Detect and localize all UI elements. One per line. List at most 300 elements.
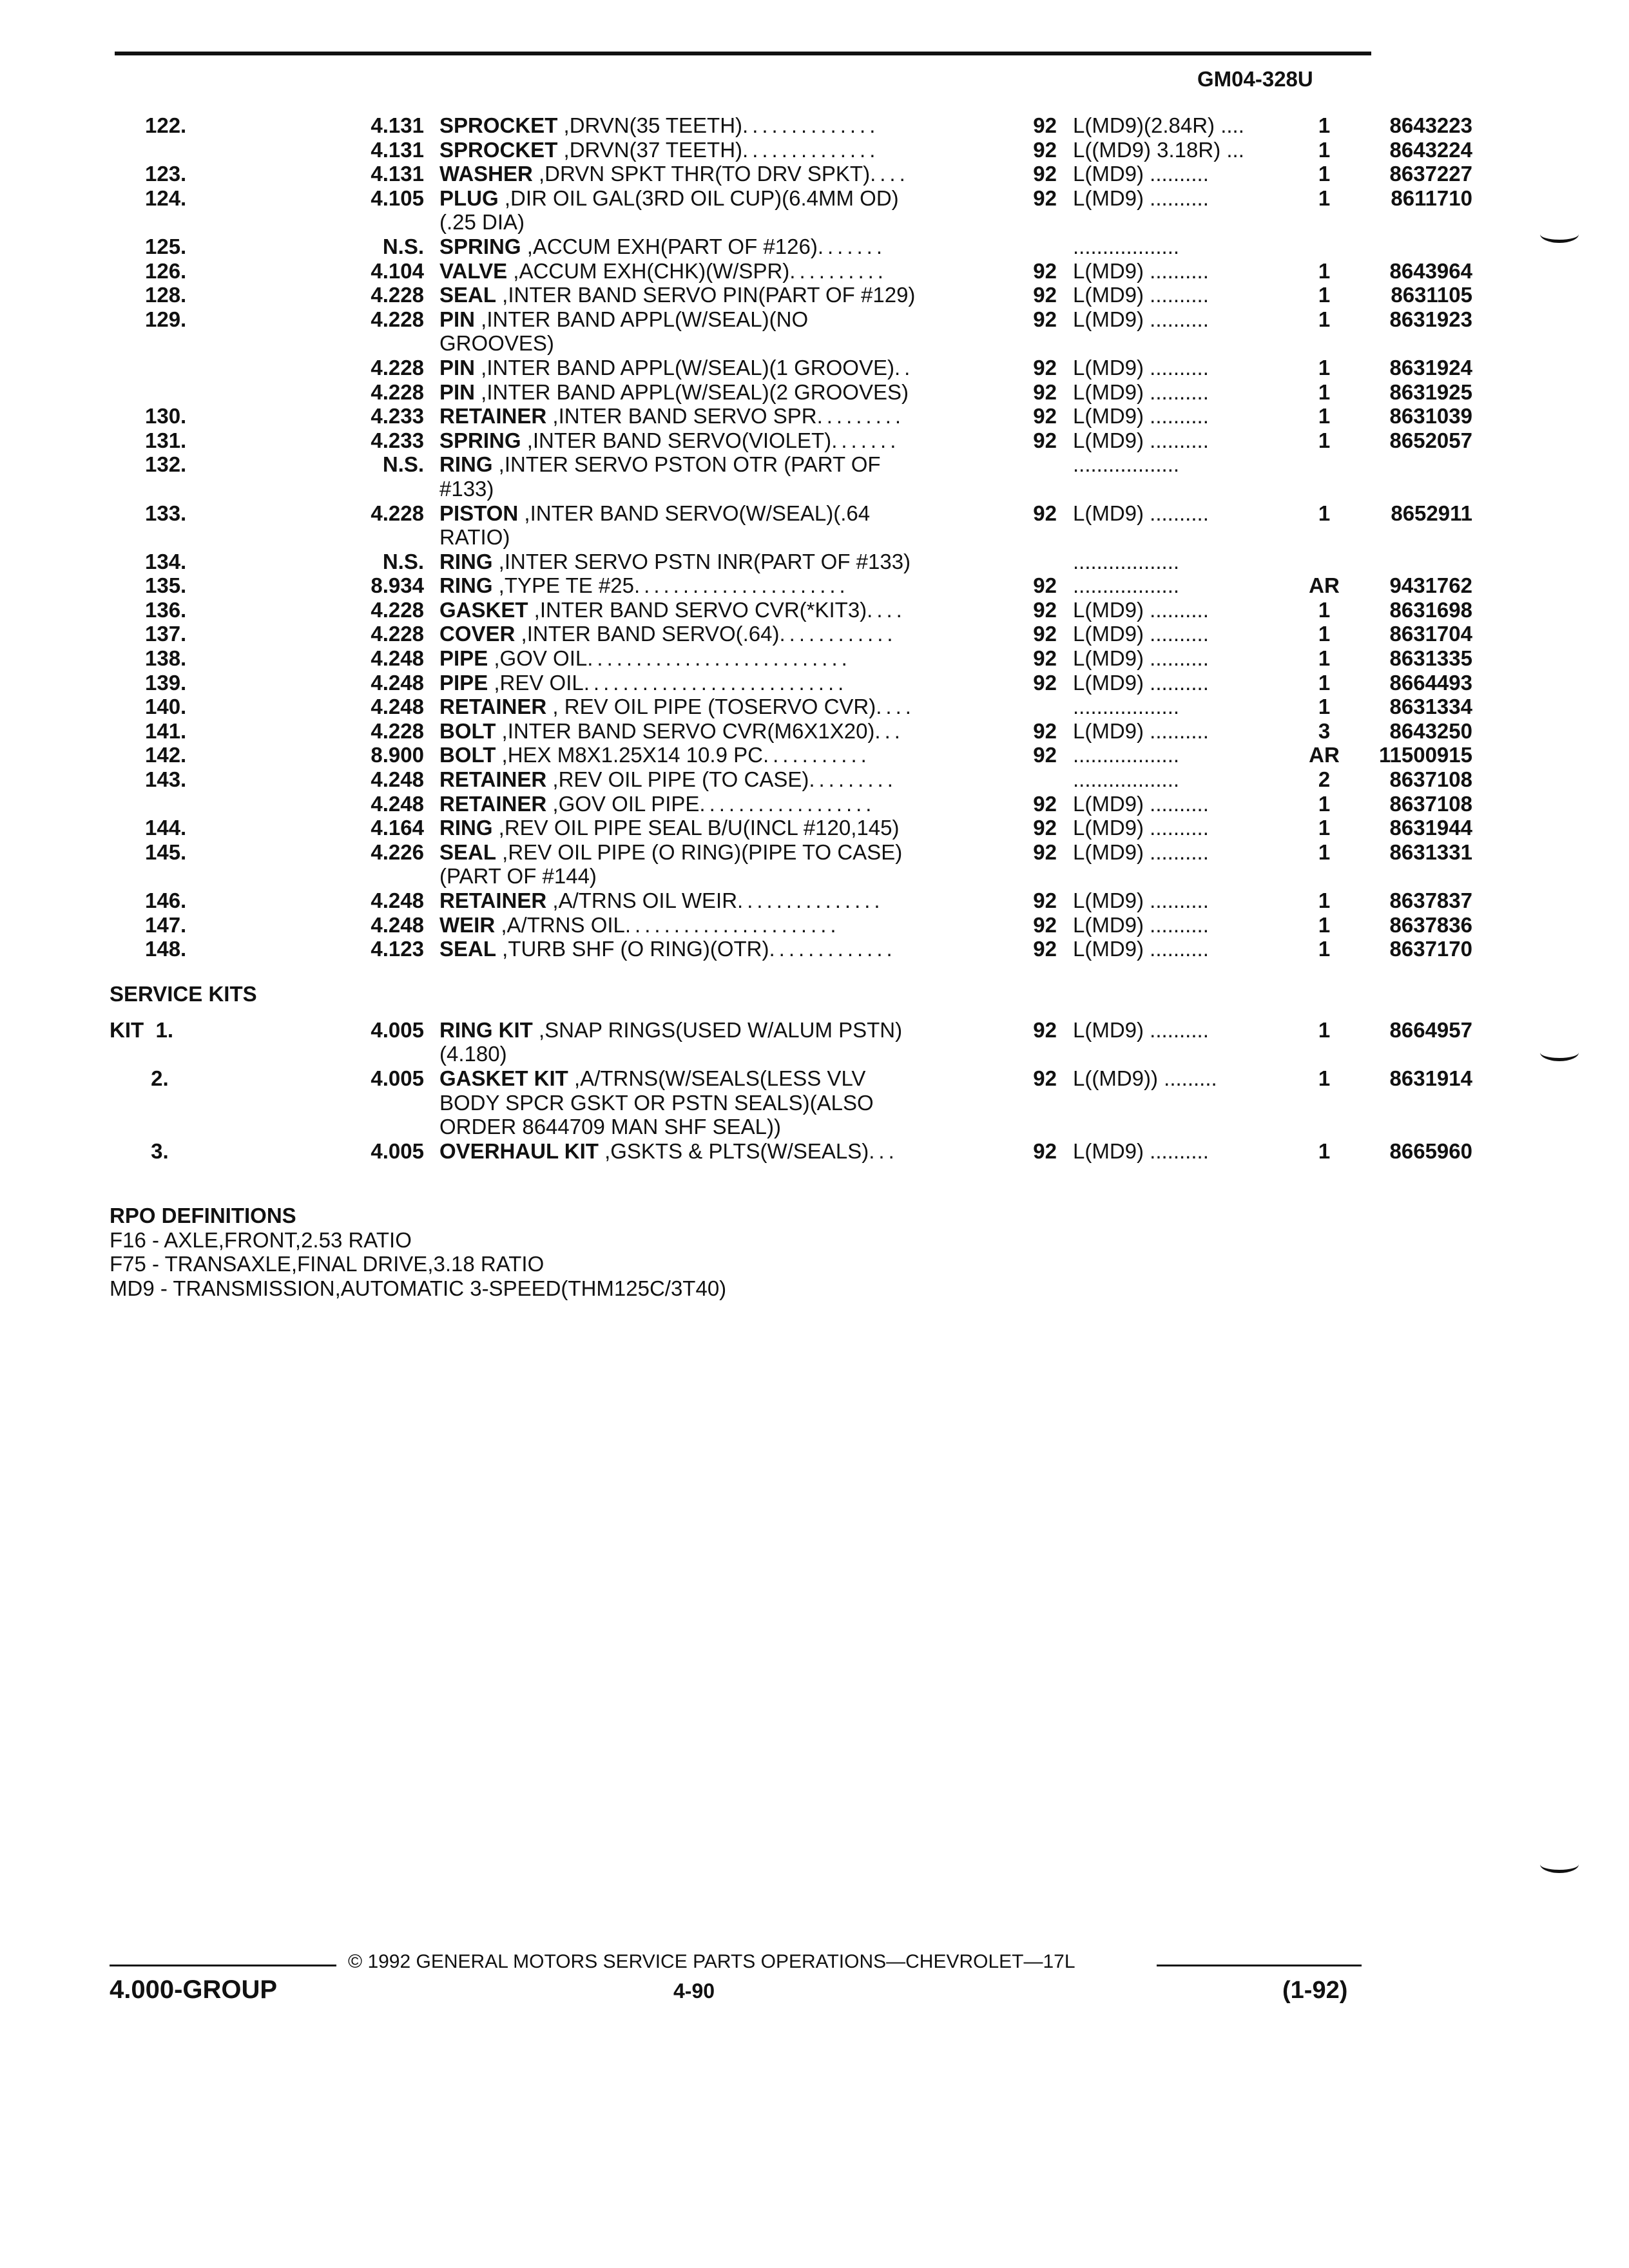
description-name: PLUG — [439, 186, 499, 210]
description-text: GROOVES) — [439, 331, 554, 356]
usage-code: L((MD9)) ......... — [1073, 1066, 1217, 1090]
leader-dots: ... — [874, 718, 904, 743]
description — [439, 573, 974, 598]
part-number: 8631334 — [1389, 695, 1472, 719]
description-name: RING — [439, 549, 493, 573]
description-text: ORDER 8644709 MAN SHF SEAL)) — [439, 1115, 782, 1139]
usage-code: L(MD9) .......... — [1073, 355, 1209, 380]
item-number: 125. — [145, 234, 187, 258]
description-text: ,INTER BAND SERVO CVR(M6X1X20) — [496, 718, 875, 743]
group-number: 4.104 — [371, 258, 424, 283]
model-year: 92 — [1033, 743, 1057, 767]
description-name: SEAL — [439, 283, 497, 307]
description-text: ,INTER SERVO PSTN INR(PART OF #133) — [492, 549, 911, 573]
usage-code: L(MD9) .......... — [1073, 404, 1209, 428]
description-name: SPROCKET — [439, 137, 558, 162]
top-rule — [115, 52, 1371, 55]
description-text: ,TYPE TE #25 — [492, 573, 634, 598]
model-year: 92 — [1033, 137, 1057, 162]
part-row — [110, 210, 1379, 235]
model-year: 92 — [1033, 912, 1057, 937]
usage-code: L(MD9) .......... — [1073, 646, 1209, 671]
description-text: ,DRVN(37 TEETH) — [557, 137, 743, 162]
part-number: 8643964 — [1389, 258, 1472, 283]
quantity: 1 — [1318, 912, 1331, 937]
description — [439, 671, 974, 695]
description-name: RING — [439, 573, 493, 598]
group-number: 4.005 — [371, 1139, 424, 1163]
quantity: 1 — [1318, 597, 1331, 622]
group-number: 4.228 — [371, 597, 424, 622]
description-name: PIN — [439, 307, 476, 331]
description-text: ,A/TRNS OIL WEIR — [546, 889, 738, 912]
quantity: 1 — [1318, 380, 1331, 404]
rpo-definitions — [110, 1204, 726, 1300]
usage-code: L(MD9) .......... — [1073, 622, 1209, 646]
part-row — [110, 670, 1472, 695]
item-number: 124. — [145, 186, 187, 210]
description-name: RING — [439, 452, 493, 477]
usage-code: L(MD9) .......... — [1073, 283, 1209, 307]
part-number: 8643224 — [1389, 137, 1472, 162]
kit-row — [110, 1066, 1472, 1091]
group-number: 4.248 — [371, 670, 424, 695]
leader-dots: ............... — [737, 889, 884, 912]
page-number: 4-90 — [673, 1979, 715, 2003]
group-number: 4.131 — [371, 113, 424, 137]
description-text: ,INTER BAND APPL(W/SEAL)(NO — [475, 307, 809, 331]
description — [439, 331, 974, 356]
description-text: ,INTER BAND SERVO SPR — [546, 404, 817, 428]
model-year: 92 — [1033, 404, 1057, 428]
part-number: 8664493 — [1389, 670, 1472, 695]
quantity: 1 — [1318, 1139, 1331, 1163]
group-number: 4.248 — [371, 646, 424, 671]
usage-code: L(MD9) .......... — [1073, 307, 1209, 331]
description-text: (PART OF #144) — [439, 864, 597, 889]
usage-code: L(MD9) .......... — [1073, 597, 1209, 622]
description-text: , REV OIL PIPE (TOSERVO CVR) — [546, 695, 876, 719]
model-year: 92 — [1033, 283, 1057, 307]
item-number: 136. — [145, 597, 187, 622]
quantity: AR — [1309, 743, 1340, 767]
part-row — [110, 162, 1472, 186]
description — [439, 210, 974, 235]
item-number: 145. — [145, 840, 187, 864]
description-name: SPROCKET — [439, 113, 558, 137]
description — [439, 622, 974, 646]
description-name: SEAL — [439, 937, 497, 961]
description-name: GASKET — [439, 597, 528, 622]
description-name: PIPE — [439, 670, 488, 695]
part-number: 8637227 — [1389, 162, 1472, 186]
description — [439, 452, 974, 477]
description-text: ,INTER BAND APPL(W/SEAL)(1 GROOVE) — [475, 355, 894, 380]
model-year: 92 — [1033, 355, 1057, 380]
description-name: SPRING — [439, 234, 521, 258]
part-number: 8631944 — [1389, 816, 1472, 840]
description-text: ,REV OIL — [488, 670, 584, 695]
usage-code: L(MD9) .......... — [1073, 186, 1209, 210]
description-text: ,DRVN(35 TEETH) — [557, 113, 743, 137]
part-row — [110, 258, 1472, 284]
description-text: ,INTER BAND SERVO(W/SEAL)(.64 — [518, 501, 871, 525]
description-text: ,REV OIL PIPE (TO CASE) — [546, 767, 809, 792]
leader-dots: .......... — [789, 258, 887, 283]
description-name: RETAINER — [439, 404, 547, 428]
group-number: 4.248 — [371, 889, 424, 912]
description-text: ,ACCUM EXH(PART OF #126) — [521, 234, 818, 258]
description — [439, 695, 974, 719]
group-number: N.S. — [382, 452, 424, 477]
model-year: 92 — [1033, 162, 1057, 186]
model-year: 92 — [1033, 646, 1057, 671]
item-number: 144. — [145, 816, 187, 840]
description-text: (.25 DIA) — [439, 210, 525, 235]
leader-dots: ......... — [809, 767, 897, 792]
leader-dots: ........... — [762, 743, 871, 767]
description-text: ,INTER BAND SERVO PIN(PART OF #129) — [496, 283, 916, 307]
model-year: 92 — [1033, 889, 1057, 912]
item-number: 130. — [145, 404, 187, 428]
part-row — [110, 743, 1472, 767]
item-number: 138. — [145, 646, 187, 671]
description-name: COVER — [439, 622, 516, 646]
description — [439, 404, 974, 428]
quantity: 1 — [1318, 307, 1331, 331]
usage-code: L(MD9)(2.84R) .... — [1073, 113, 1244, 137]
footer-rule-left — [110, 1965, 336, 1966]
description-text: ,INTER BAND SERVO CVR(*KIT3) — [528, 597, 867, 622]
group-number: N.S. — [382, 234, 424, 258]
description — [439, 1115, 974, 1139]
part-row — [110, 404, 1472, 428]
usage-code: L(MD9) .......... — [1073, 889, 1209, 912]
model-year: 92 — [1033, 840, 1057, 864]
item-number: 141. — [145, 718, 187, 743]
description — [439, 743, 974, 767]
quantity: 1 — [1318, 137, 1331, 162]
quantity: 1 — [1318, 816, 1331, 840]
description-text: ,SNAP RINGS(USED W/ALUM PSTN) — [532, 1017, 903, 1042]
usage-code: L(MD9) .......... — [1073, 840, 1209, 864]
part-row — [110, 889, 1472, 913]
part-number: 8631105 — [1391, 283, 1472, 307]
part-number: 8631925 — [1389, 380, 1472, 404]
leader-dots: .............. — [742, 137, 880, 162]
kit-rows — [110, 1017, 1472, 1164]
part-row — [110, 186, 1472, 211]
description-name: VALVE — [439, 258, 508, 283]
date-code: (1-92) — [1282, 1977, 1348, 2004]
description-text: ,REV OIL PIPE (O RING)(PIPE TO CASE) — [496, 840, 903, 864]
part-row — [110, 718, 1472, 744]
description-text: BODY SPCR GSKT OR PSTN SEALS)(ALSO — [439, 1090, 874, 1115]
group-number: 8.934 — [371, 573, 424, 598]
leader-dots: ...................... — [624, 912, 840, 937]
part-number: 8665960 — [1389, 1139, 1472, 1163]
group-number: 4.228 — [371, 501, 424, 525]
leader-dots: ......... — [816, 404, 905, 428]
part-number: 8631704 — [1389, 622, 1472, 646]
punch-hole-mark — [1540, 226, 1579, 243]
punch-hole-mark — [1540, 1044, 1579, 1061]
model-year: 92 — [1033, 1139, 1057, 1163]
part-row — [110, 816, 1472, 840]
description — [439, 477, 974, 501]
description — [439, 1018, 974, 1043]
part-row — [110, 380, 1472, 405]
part-row — [110, 307, 1472, 332]
description-text: #133) — [439, 476, 494, 501]
item-number: 142. — [145, 743, 187, 767]
quantity: 1 — [1318, 937, 1331, 961]
item-number: 128. — [145, 283, 187, 307]
item-number: 135. — [145, 573, 187, 598]
group-number: 4.228 — [371, 380, 424, 404]
leader-dots: ....... — [817, 234, 886, 258]
item-number: 132. — [145, 452, 187, 477]
description-name: BOLT — [439, 718, 496, 743]
part-row — [110, 501, 1472, 526]
parts-rows — [110, 113, 1472, 961]
description-text: ,GOV OIL PIPE — [546, 791, 700, 816]
usage-code: .................. — [1073, 549, 1180, 573]
item-number: 134. — [145, 549, 187, 573]
part-number: 8631335 — [1389, 646, 1472, 671]
model-year: 92 — [1033, 186, 1057, 210]
usage-code: .................. — [1073, 573, 1180, 598]
leader-dots: ....... — [831, 428, 900, 452]
description-name: RETAINER — [439, 791, 547, 816]
quantity: AR — [1309, 573, 1340, 598]
part-row — [110, 767, 1472, 792]
quantity: 1 — [1318, 113, 1331, 137]
group-number: 4.123 — [371, 937, 424, 961]
usage-code: L(MD9) .......... — [1073, 912, 1209, 937]
rpo-title: RPO DEFINITIONS — [110, 1204, 296, 1227]
leader-dots: ... — [869, 1139, 898, 1163]
usage-code: .................. — [1073, 767, 1180, 792]
part-number: 8631698 — [1389, 597, 1472, 622]
part-row — [110, 695, 1472, 719]
usage-code: L(MD9) .......... — [1073, 258, 1209, 283]
description-name: PISTON — [439, 501, 519, 525]
description — [439, 525, 974, 550]
item-number: 146. — [145, 889, 187, 912]
kit-row — [110, 1139, 1472, 1164]
part-number: 11500915 — [1378, 743, 1472, 767]
leader-dots: .... — [867, 597, 906, 622]
description — [439, 138, 974, 162]
description — [439, 889, 974, 913]
item-number: KIT 1. — [110, 1017, 174, 1042]
leader-dots: .. — [894, 355, 914, 380]
description-name: WEIR — [439, 912, 496, 937]
part-number: 8637836 — [1389, 912, 1472, 937]
description-text: ,INTER SERVO PSTON OTR (PART OF — [492, 452, 881, 477]
usage-code: L(MD9) .......... — [1073, 791, 1209, 816]
description — [439, 235, 974, 259]
description — [439, 646, 974, 671]
description-name: RING — [439, 816, 493, 840]
group-number: 4.248 — [371, 912, 424, 937]
item-number: 137. — [145, 622, 187, 646]
quantity: 1 — [1318, 428, 1331, 452]
description — [439, 598, 974, 622]
description-text: ,TURB SHF (O RING)(OTR) — [496, 937, 769, 961]
model-year: 92 — [1033, 258, 1057, 283]
punch-hole-mark — [1540, 1856, 1579, 1873]
description-name: RETAINER — [439, 695, 547, 719]
part-row — [110, 573, 1472, 598]
description-text: ,REV OIL PIPE SEAL B/U(INCL #120,145) — [492, 816, 900, 840]
part-row — [110, 452, 1379, 477]
model-year: 92 — [1033, 791, 1057, 816]
model-year: 92 — [1033, 718, 1057, 743]
group-number: 4.164 — [371, 816, 424, 840]
quantity: 1 — [1318, 840, 1331, 864]
model-year: 92 — [1033, 670, 1057, 695]
description — [439, 113, 974, 138]
quantity: 1 — [1318, 404, 1331, 428]
description-name: WASHER — [439, 162, 533, 186]
quantity: 1 — [1318, 186, 1331, 210]
part-number: 9431762 — [1389, 573, 1472, 598]
description-name: RETAINER — [439, 889, 547, 912]
part-number: 8652911 — [1391, 501, 1472, 525]
usage-code: .................. — [1073, 695, 1180, 719]
description — [439, 259, 974, 284]
usage-code: L(MD9) .......... — [1073, 380, 1209, 404]
description-name: RING KIT — [439, 1017, 533, 1042]
quantity: 2 — [1318, 767, 1331, 792]
description-text: ,HEX M8X1.25X14 10.9 PC — [496, 743, 763, 767]
part-number: 8631039 — [1389, 404, 1472, 428]
kit-row — [110, 1091, 1379, 1115]
description-name: RETAINER — [439, 767, 547, 792]
description — [439, 1066, 974, 1091]
quantity: 1 — [1318, 283, 1331, 307]
description-text: ,ACCUM EXH(CHK)(W/SPR) — [507, 258, 790, 283]
description — [439, 550, 974, 574]
description-text: ,GSKTS & PLTS(W/SEALS) — [598, 1139, 869, 1163]
item-number: 2. — [110, 1066, 169, 1090]
description-name: BOLT — [439, 743, 496, 767]
usage-code: L(MD9) .......... — [1073, 937, 1209, 961]
model-year: 92 — [1033, 113, 1057, 137]
description-name: GASKET KIT — [439, 1066, 568, 1090]
item-number: 143. — [145, 767, 187, 792]
group-number: 4.131 — [371, 137, 424, 162]
description-name: PIN — [439, 380, 476, 404]
leader-dots: ............ — [779, 622, 897, 646]
description — [439, 283, 974, 307]
item-number: 126. — [145, 258, 187, 283]
leader-dots: .... — [876, 695, 915, 719]
part-number: 8664957 — [1389, 1017, 1472, 1042]
quantity: 1 — [1318, 670, 1331, 695]
part-number: 8611710 — [1391, 186, 1472, 210]
model-year: 92 — [1033, 307, 1057, 331]
item-number: 129. — [145, 307, 187, 331]
leader-dots: .............. — [742, 113, 880, 137]
model-year: 92 — [1033, 816, 1057, 840]
group-number: 4.228 — [371, 355, 424, 380]
part-row — [110, 331, 1379, 356]
description — [439, 913, 974, 937]
usage-code: L(MD9) .......... — [1073, 1139, 1209, 1163]
part-row — [110, 113, 1472, 138]
part-row — [110, 791, 1472, 816]
description-text: ,DIR OIL GAL(3RD OIL CUP)(6.4MM OD) — [498, 186, 899, 210]
group-number: 4.228 — [371, 283, 424, 307]
model-year: 92 — [1033, 1017, 1057, 1042]
part-number: 8631331 — [1389, 840, 1472, 864]
description-text: ,INTER BAND APPL(W/SEAL)(2 GROOVES) — [475, 380, 909, 404]
usage-code: L(MD9) .......... — [1073, 670, 1209, 695]
kit-row — [110, 1115, 1379, 1139]
part-row — [110, 912, 1472, 937]
group-number: 4.228 — [371, 718, 424, 743]
kit-row — [110, 1017, 1472, 1043]
quantity: 1 — [1318, 258, 1331, 283]
group-number: 4.131 — [371, 162, 424, 186]
part-row — [110, 840, 1472, 865]
model-year: 92 — [1033, 573, 1057, 598]
description-name: PIN — [439, 355, 476, 380]
quantity: 1 — [1318, 791, 1331, 816]
usage-code: .................. — [1073, 743, 1180, 767]
description-text: ,A/TRNS(W/SEALS(LESS VLV — [568, 1066, 866, 1090]
quantity: 3 — [1318, 718, 1331, 743]
rpo-line: F16 - AXLE,FRONT,2.53 RATIO — [110, 1227, 412, 1252]
usage-code: .................. — [1073, 452, 1180, 477]
part-number: 8637108 — [1389, 767, 1472, 792]
part-number: 8637170 — [1389, 937, 1472, 961]
part-number: 8643250 — [1389, 718, 1472, 743]
group-number: 4.105 — [371, 186, 424, 210]
group-number: 4.228 — [371, 307, 424, 331]
rpo-line: F75 - TRANSAXLE,FINAL DRIVE,3.18 RATIO — [110, 1252, 545, 1276]
usage-code: L(MD9) .......... — [1073, 816, 1209, 840]
usage-code: L(MD9) .......... — [1073, 162, 1209, 186]
quantity: 1 — [1318, 646, 1331, 671]
part-row — [110, 355, 1472, 380]
part-row — [110, 646, 1472, 671]
part-row — [110, 597, 1472, 622]
item-number: 3. — [110, 1139, 169, 1163]
quantity: 1 — [1318, 622, 1331, 646]
quantity: 1 — [1318, 1066, 1331, 1090]
part-row — [110, 525, 1379, 550]
group-number: 4.226 — [371, 840, 424, 864]
usage-code: L(MD9) .......... — [1073, 428, 1209, 452]
usage-code: .................. — [1073, 234, 1180, 258]
description — [439, 937, 974, 961]
kit-row — [110, 1042, 1379, 1066]
description — [439, 1042, 974, 1066]
model-year: 92 — [1033, 937, 1057, 961]
description — [439, 1139, 974, 1164]
description — [439, 356, 974, 380]
part-row — [110, 622, 1472, 646]
quantity: 1 — [1318, 355, 1331, 380]
model-year: 92 — [1033, 501, 1057, 525]
part-row — [110, 937, 1472, 961]
leader-dots: ........................... — [583, 670, 848, 695]
description-text: ,INTER BAND SERVO(VIOLET) — [521, 428, 832, 452]
